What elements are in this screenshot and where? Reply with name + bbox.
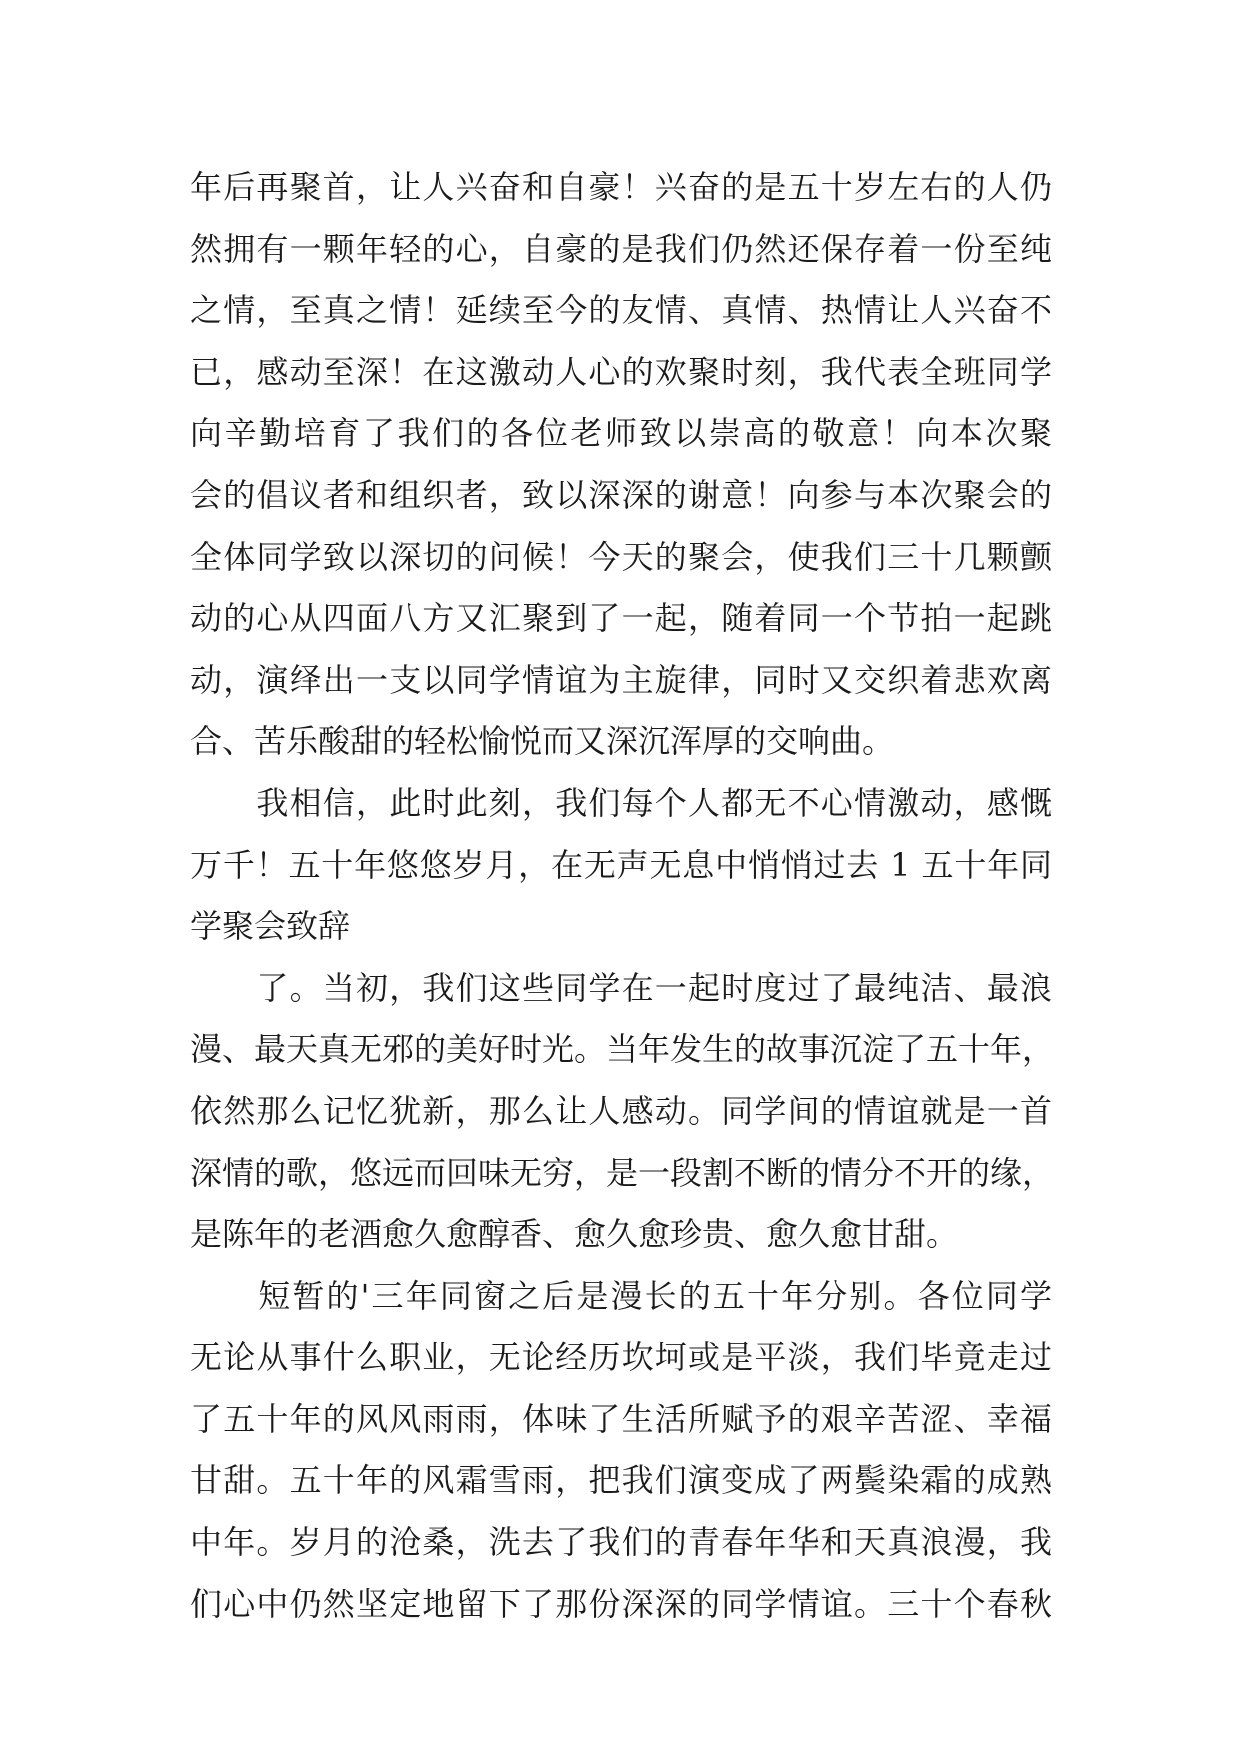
text-line: 无论从事什么职业，无论经历坎坷或是平淡，我们毕竟走过	[190, 1338, 1052, 1377]
text-line: 依然那么记忆犹新，那么让人感动。同学间的情谊就是一首	[190, 1091, 1052, 1130]
text-line: 向辛勤培育了我们的各位老师致以崇高的敬意！向本次聚	[190, 414, 1052, 453]
text-line: 动，演绎出一支以同学情谊为主旋律，同时又交织着悲欢离	[190, 660, 1052, 699]
text-line: 我相信，此时此刻，我们每个人都无不心情激动，感慨	[190, 783, 1052, 822]
text-line: 深情的歌，悠远而回味无穷，是一段割不断的情分不开的缘，	[190, 1153, 1055, 1192]
text-line: 然拥有一颗年轻的心，自豪的是我们仍然还保存着一份至纯	[190, 229, 1052, 268]
text-line: 中年。岁月的沧桑，洗去了我们的青春年华和天真浪漫，我	[190, 1523, 1052, 1562]
body-text	[190, 157, 1055, 1635]
text-line: 全体同学致以深切的问候！今天的聚会，使我们三十几颗颤	[190, 537, 1052, 576]
text-line: 万千！五十年悠悠岁月，在无声无息中悄悄过去 1 五十年同	[190, 845, 1052, 884]
text-line: 们心中仍然坚定地留下了那份深深的同学情谊。三十个春秋	[190, 1584, 1052, 1623]
text-line: 学聚会致辞	[190, 907, 351, 946]
text-line: 是陈年的老酒愈久愈醇香、愈久愈珍贵、愈久愈甘甜。	[190, 1215, 959, 1254]
text-line: 漫、最天真无邪的美好时光。当年发生的故事沉淀了五十年，	[190, 1030, 1055, 1069]
text-line: 动的心从四面八方又汇聚到了一起，随着同一个节拍一起跳	[190, 599, 1052, 638]
text-line: 短暂的'三年同窗之后是漫长的五十年分别。各位同学	[190, 1276, 1052, 1315]
text-line: 年后再聚首，让人兴奋和自豪！兴奋的是五十岁左右的人仍	[190, 168, 1052, 206]
text-line: 之情，至真之情！延续至今的友情、真情、热情让人兴奋不	[190, 291, 1052, 330]
text-line: 了。当初，我们这些同学在一起时度过了最纯洁、最浪	[190, 968, 1052, 1007]
text-line: 已，感动至深！在这激动人心的欢聚时刻，我代表全班同学	[190, 352, 1052, 391]
text-line: 甘甜。五十年的风霜雪雨，把我们演变成了两鬓染霜的成熟	[190, 1461, 1052, 1500]
text-line: 会的倡议者和组织者，致以深深的谢意！向参与本次聚会的	[190, 475, 1052, 514]
text-line: 了五十年的风风雨雨，体味了生活所赋予的艰辛苦涩、幸福	[190, 1399, 1052, 1438]
text-line: 合、苦乐酸甜的轻松愉悦而又深沉浑厚的交响曲。	[190, 722, 895, 761]
